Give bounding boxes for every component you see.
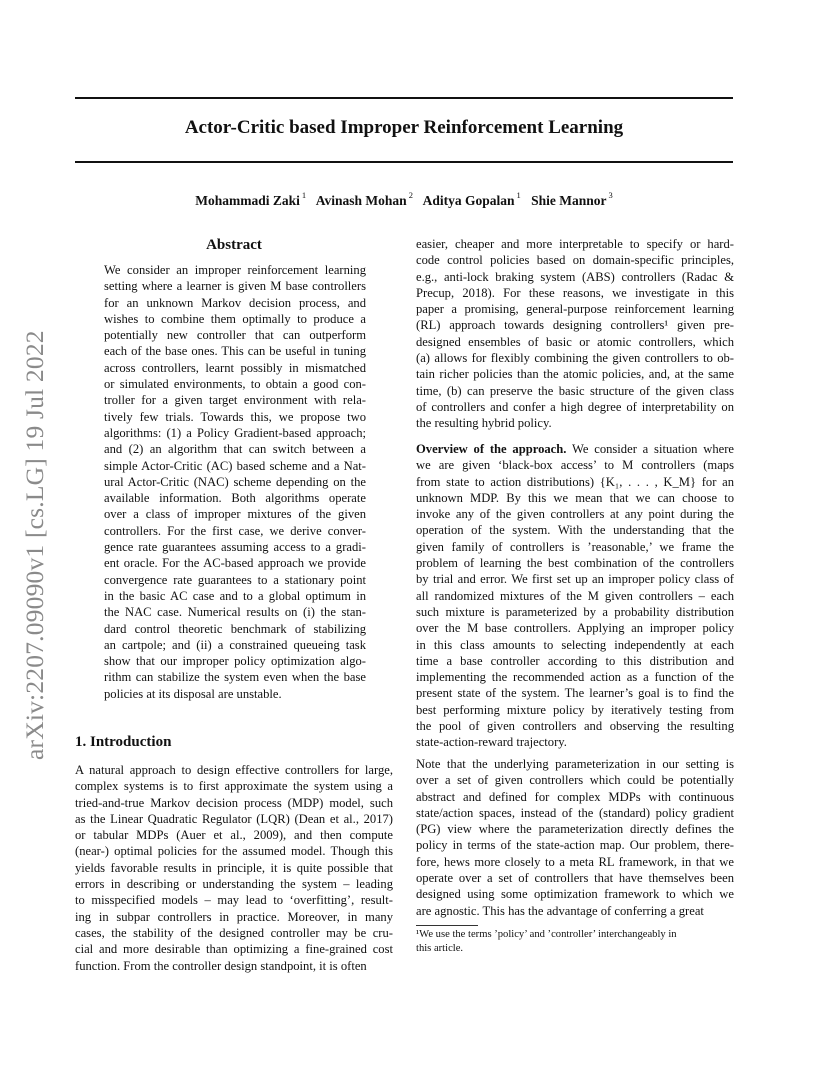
text-line: time a base controller according to this distribution and	[416, 653, 734, 668]
text-line: available information. Both algorithms operate	[104, 491, 366, 506]
text-line: such mixture is parameterized by a probability distribution	[416, 604, 734, 619]
text-line: potentially new controller that can outperform	[104, 328, 366, 343]
text-line: over the M base controllers. Applying an improper policy	[416, 621, 734, 636]
text-line: operate over a set of controllers that have themselves been	[416, 871, 734, 886]
text-line: abstract and defined for complex MDPs with continuous	[416, 789, 734, 804]
text-line: We consider an improper reinforcement learning	[104, 263, 366, 277]
text-line: this article.	[416, 943, 464, 954]
text-line: policy in terms of the state-action map. Our problem, there-	[416, 838, 734, 853]
text-line: or tabular MDPs (Auer et al., 2009), and then compute	[75, 828, 393, 843]
arxiv-stamp: arXiv:2207.09090v1 [cs.LG] 19 Jul 2022	[20, 330, 49, 760]
text-line: errors in describing or understanding the system – leading	[75, 877, 393, 892]
abstract-body	[104, 262, 366, 702]
text-line: an cartpole; and (ii) a constrained queueing task	[104, 637, 366, 652]
text-line: e.g., anti-lock braking system (ABS) controllers (Radac &	[416, 269, 734, 284]
text-line: invoke any of the given controllers at any point during the	[416, 507, 734, 522]
text-line: dard control theoretic benchmark of stabilizing	[104, 621, 366, 636]
text-line: operation of the system. With the understanding that the	[416, 523, 734, 538]
text-line: and (2) an algorithm that can switch between a	[104, 442, 366, 457]
text-line: gence rate guarantees assuming access to a gradi-	[104, 540, 366, 555]
text-line: controllers. For the first case, we derive conver-	[104, 523, 366, 538]
text-line: to misspecified models – may lead to ‘overfitting’, result-	[75, 893, 393, 908]
text-line: policies at its disposal are unstable.	[104, 686, 282, 701]
text-line: state-action-reward trajectory.	[416, 735, 567, 750]
paragraph-lead: Overview of the approach.	[416, 442, 567, 456]
text-line: ural Actor-Critic (NAC) scheme depending on the	[104, 474, 366, 489]
text-line: (near-) optimal policies for the assumed model. Though this	[75, 844, 393, 859]
text-line: ent oracle. For the AC-based approach we provide	[104, 556, 366, 571]
text-line: for an unknown Markov decision process, and	[104, 295, 366, 310]
text-line: (PG) view where the parameterization directly defines the	[416, 822, 734, 837]
author: Aditya Gopalan $^1$	[422, 190, 521, 208]
text-line: cial and more desirable than optimizing a fine-grained cost	[75, 942, 393, 957]
title-top-rule	[75, 97, 733, 99]
text-line: designed ensembles of basic or atomic controllers, which	[416, 334, 734, 349]
text-line: each of the base ones. This can be useful in tuning	[104, 344, 366, 359]
author: Avinash Mohan $^2$	[315, 190, 413, 208]
author: Shie Mannor $^3$	[531, 190, 613, 208]
text-line: all randomized mixtures of the M given controllers – each	[416, 588, 734, 603]
text-line: implementing the recommended action as a function of the	[416, 670, 734, 685]
text-line: Note that the underlying parameterization in our setting is	[416, 757, 734, 771]
text-line: convergence rate guarantees to a stationary point	[104, 572, 366, 587]
footnote	[416, 928, 734, 956]
text-line: designed using some optimization framework to which we	[416, 887, 734, 902]
text-line: yields favorable results in principle, it is quite possible that	[75, 860, 393, 875]
text-line	[416, 441, 734, 457]
title-bottom-rule	[75, 161, 733, 163]
text-line: troller for a given target environment with rela-	[104, 393, 366, 408]
right-column-paragraph	[416, 756, 734, 919]
text-line: over a class of improper mixtures of the given	[104, 507, 366, 522]
text-line: unknown MDP. By this we mean that we can choose to	[416, 490, 734, 505]
text-line: as the Linear Quadratic Regulator (LQR) (Dean et al., 2017)	[75, 811, 393, 826]
text-line: of controllers and confer a high degree of interpretability on	[416, 399, 734, 414]
text-line: Precup, 2018). For these reasons, we investigate in this	[416, 285, 734, 300]
text-line: the NAC case. Numerical results on (i) the stan-	[104, 605, 366, 620]
text-line: present state of the system. The learner’s goal is to find the	[416, 686, 734, 701]
text-line: are agnostic. This has the advantage of conferring a great	[416, 903, 704, 918]
text-line: in the basic AC case and to a global optimum in	[104, 588, 366, 603]
text-line: function. From the controller design standpoint, it is often	[75, 958, 367, 973]
introduction-heading: 1. Introduction	[75, 734, 172, 750]
text-line: in this class amounts to selecting independently at each	[416, 637, 734, 652]
text-line: (a) allows for flexibly combining the given controllers to ob-	[416, 351, 734, 366]
author-list	[75, 191, 733, 209]
text-line: simple Actor-Critic (AC) based scheme and a Nat-	[104, 458, 366, 473]
text-line: tried-and-true Markov decision process (MDP) model, such	[75, 795, 393, 810]
text-line: problem of learning the best combination of the controllers	[416, 556, 734, 571]
text-line: ¹We use the terms ’policy’ and ’controller’ interchangeably in	[416, 929, 677, 940]
text-line: code control policies based on domain-specific principles,	[416, 253, 734, 268]
abstract-heading: Abstract	[206, 237, 262, 253]
text-line: from state to action distributions) {K₁, . . . , K_M} for an	[416, 474, 734, 489]
text-line: complex systems is to first approximate the system using a	[75, 779, 393, 794]
introduction-body	[75, 762, 393, 974]
text-line: across controllers, learnt possibly in mismatched	[104, 360, 366, 375]
text-line: the resulting hybrid policy.	[416, 416, 552, 431]
text-line: tively few trials. Towards this, we propose two	[104, 409, 366, 424]
paper-title: Actor-Critic based Improper Reinforcement Learning	[184, 117, 624, 138]
text-line: or simulated environments, to obtain a good con-	[104, 377, 366, 392]
footnote-rule	[416, 925, 478, 926]
text-line: easier, cheaper and more interpretable to specify or hard-	[416, 237, 734, 251]
text-line: We consider a situation where	[566, 442, 734, 456]
text-line: fore, hews more closely to a meta RL framework, in that we	[416, 854, 734, 869]
overview-paragraph	[416, 441, 734, 751]
text-line: A natural approach to design effective controllers for large,	[75, 763, 393, 777]
text-line: wishes to combine them optimally to produce a	[104, 311, 366, 326]
text-line: rithm can stabilize the system even when the base	[104, 670, 366, 685]
text-line: state/action spaces, instead of the (standard) policy gradient	[416, 805, 734, 820]
text-line: over a set of given controllers which could be potentially	[416, 773, 734, 788]
right-column-paragraph	[416, 236, 734, 432]
text-line: the pool of given controllers and observing the resulting	[416, 719, 734, 734]
text-line: best performing mixture policy by iteratively testing from	[416, 702, 734, 717]
text-line: setting where a learner is given M base controllers	[104, 279, 366, 294]
text-line: we are given ‘black-box access’ to M controllers (maps	[416, 458, 734, 473]
text-line: tain richer policies than the atomic policies, and, at the same	[416, 367, 734, 382]
text-line: (RL) approach towards designing controllers¹ given pre-	[416, 318, 734, 333]
text-line: by trial and error. We first set up an improper policy class of	[416, 572, 734, 587]
text-line: time, (b) can preserve the basic structure of the given class	[416, 383, 734, 398]
text-line: algorithms: (1) a Policy Gradient-based approach;	[104, 425, 366, 440]
text-line: cases, the stability of the designed controller may be cru-	[75, 925, 393, 940]
text-line: show that our improper policy optimization algo-	[104, 654, 366, 669]
text-line: paper a promising, general-purpose reinforcement learning	[416, 302, 734, 317]
text-line: given family of controllers is ’reasonable,’ we frame the	[416, 539, 734, 554]
text-line: ing in subpar controllers in practice. Moreover, in many	[75, 909, 393, 924]
author: Mohammadi Zaki $^1$	[195, 190, 307, 208]
